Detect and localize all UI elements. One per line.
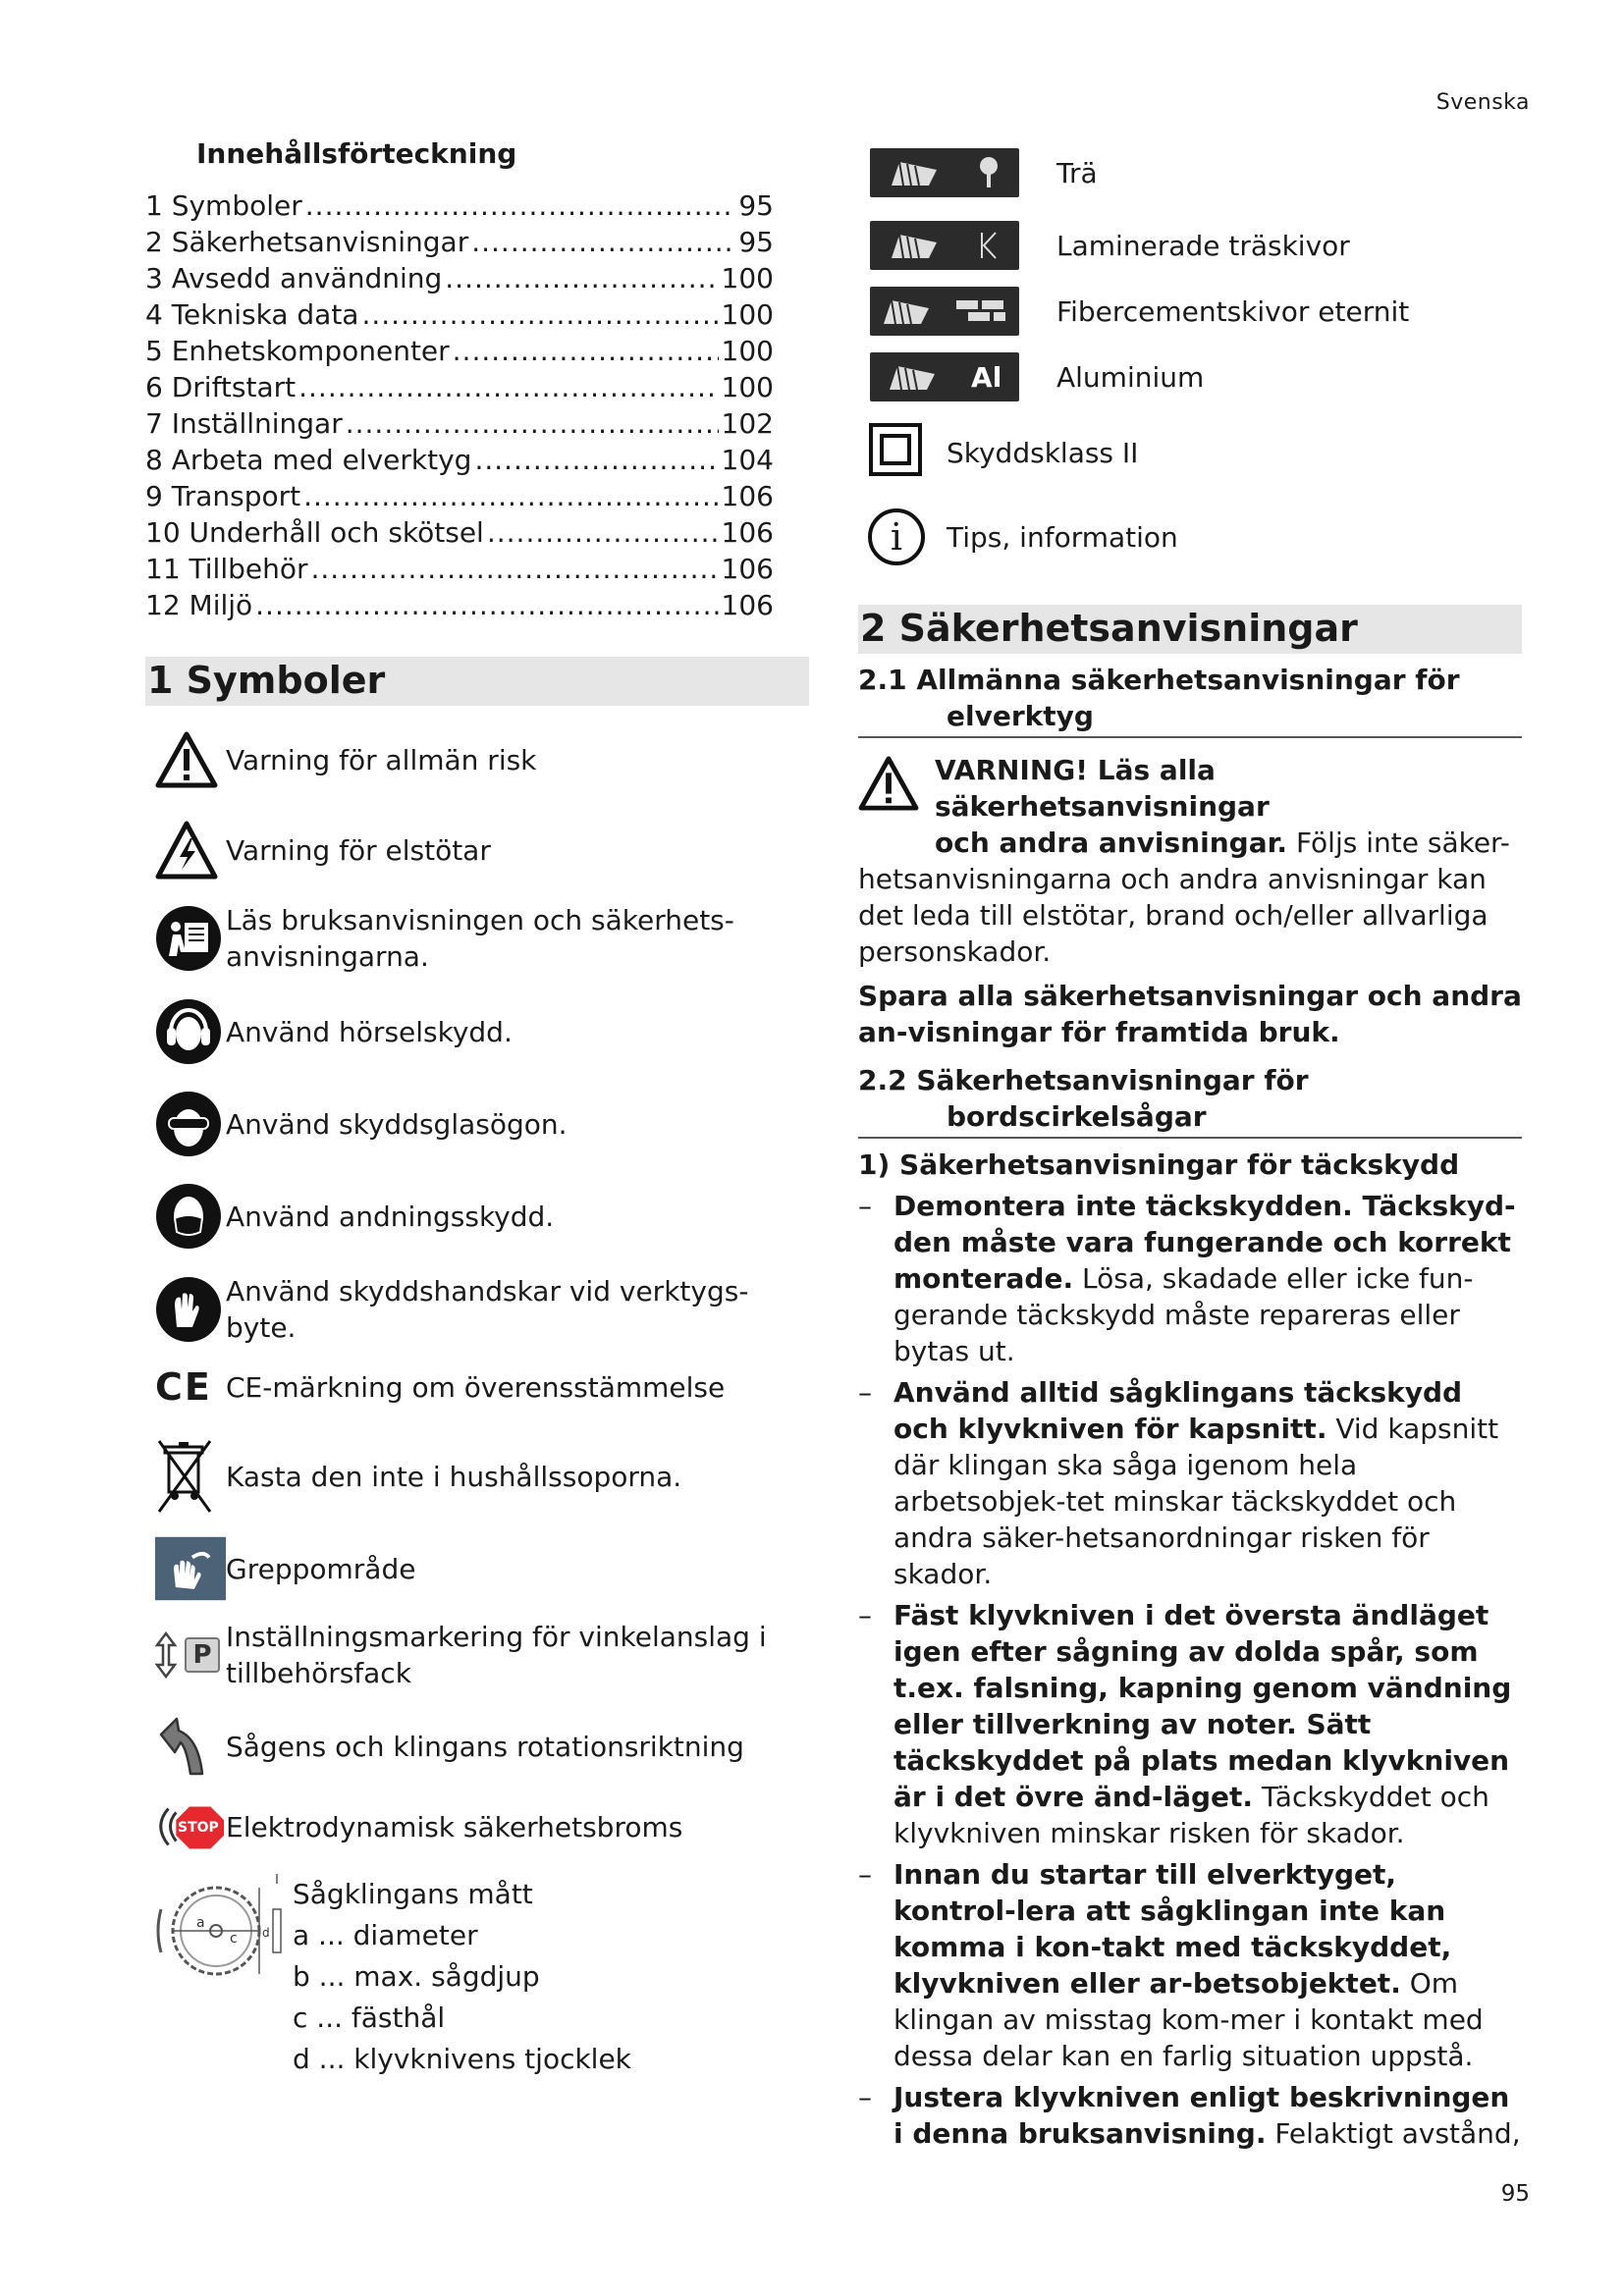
toc-entry-page: 106 [721, 553, 774, 585]
toc-entry[interactable] [145, 589, 774, 625]
subheading-line-2: bordscirkelsågar [947, 1100, 1207, 1133]
gloves-icon [145, 1276, 226, 1343]
toc-leader-dots [474, 444, 718, 476]
ce-mark-text: CE [155, 1364, 212, 1409]
symbol-item [858, 503, 1526, 571]
toc-entry-label: 11 Tillbehör [145, 553, 308, 585]
bullet-bold: Fäst klyvkniven i det översta ändläget igen efter sågning av dolda spår, som t.ex. falsning, kapning genom vändning eller tillverkning av noter. Sätt täckskyddet på plats medan klyvkniven är i det övre änd-läget. [893, 1599, 1512, 1813]
toc-entry[interactable] [145, 480, 774, 516]
aluminium-icon [870, 352, 1019, 401]
subheading-line-1: 2.1 Allmänna säkerhetsanvisningar för [858, 664, 1460, 696]
symbol-text: Skyddsklass II [947, 436, 1139, 469]
bullet-bold: Justera klyvkniven enligt beskrivningen i denna bruksanvisning. [893, 2081, 1510, 2150]
warning-block [858, 752, 1526, 861]
symbol-text: CE-märkning om överensstämmelse [226, 1370, 726, 1404]
toc-entry[interactable] [145, 371, 774, 407]
bullet-bold: Använd alltid sågklingans täckskydd och klyvkniven för kapsnitt. [893, 1376, 1463, 1445]
toc-entry[interactable] [145, 226, 774, 262]
symbol-item [145, 729, 805, 790]
toc-entry-page: 100 [721, 371, 774, 403]
toc-leader-dots [453, 335, 719, 367]
subsection-heading-guards: 1) Säkerhetsanvisningar för täckskydd [858, 1148, 1460, 1181]
symbol-item [145, 1436, 805, 1517]
toc-entry-page: 106 [721, 589, 774, 621]
bullet-text: Lösa, skadade eller icke fun-gerande täckskydd måste repareras eller bytas ut. [893, 1262, 1474, 1367]
bullet-body [886, 1374, 1522, 1592]
bullet-text: Vid kapsnitt där klingan ska såga igenom hela arbetsobjek-tet minskar täckskyddet och andra säker-hetsanordningar risken för skador. [893, 1413, 1499, 1590]
symbol-text: Använd skyddshandskar vid verktygs-byte. [226, 1275, 749, 1344]
section-heading-safety: 2 Säkerhetsanvisningar [858, 605, 1522, 654]
read-manual-icon [145, 905, 226, 972]
toc-entry-label: 7 Inställningar [145, 407, 343, 440]
blade-line-c: c ... fästhål [293, 2002, 446, 2034]
bullet-dash: – [858, 1599, 872, 1631]
safety-bullet [858, 1188, 1522, 1369]
bullet-text: Täckskyddet och klyvkniven minskar risken för skador. [893, 1781, 1489, 1849]
material-item [858, 287, 1526, 336]
toc-entry[interactable] [145, 516, 774, 553]
symbol-text: Sågens och klingans rotationsriktning [226, 1730, 744, 1763]
warning-lead [935, 752, 1522, 861]
symbol-item [145, 1534, 805, 1603]
blade-line-b: b ... max. sågdjup [293, 1960, 540, 1993]
symbol-text: Kasta den inte i hushållssoporna. [226, 1460, 682, 1493]
material-item [858, 145, 1526, 200]
symbol-text: Varning för elstötar [226, 833, 491, 867]
symbol-text: Läs bruksanvisningen och säkerhets-anvisningarna. [226, 904, 734, 973]
info-icon [858, 508, 947, 565]
toc-leader-dots [445, 262, 718, 294]
material-item [858, 218, 1526, 273]
toc-entry[interactable] [145, 189, 774, 226]
toc-entry-page: 95 [738, 226, 774, 258]
aluminium-badge-text: Al [971, 360, 1002, 394]
safety-glasses-icon [145, 1091, 226, 1157]
bullet-dash: – [858, 2081, 872, 2113]
safety-bullet [858, 2079, 1522, 2152]
toc-entry-label: 5 Enhetskomponenter [145, 335, 450, 367]
toc-entry[interactable] [145, 335, 774, 371]
subsection-heading-general [858, 662, 1522, 738]
bullet-dash: – [858, 1190, 872, 1222]
right-column [858, 145, 1526, 2152]
fiber-cement-icon [870, 287, 1019, 336]
symbol-text: Använd skyddsglasögon. [226, 1107, 568, 1141]
symbol-text: Tips, information [947, 520, 1178, 554]
blade-line-a: a ... diameter [293, 1919, 478, 1951]
protection-class-2-icon [858, 422, 947, 484]
symbol-text: Använd andningsskydd. [226, 1200, 555, 1233]
warning-body: hetsanvisningarna och andra anvisningar kan det leda till elstötar, brand och/eller allvarliga personskador. [858, 863, 1489, 968]
toc-entry-label: 3 Avsedd användning [145, 262, 443, 294]
symbol-item [858, 418, 1526, 487]
toc-entry[interactable] [145, 407, 774, 444]
symbol-list [145, 729, 805, 1856]
material-text: Aluminium [1056, 360, 1205, 394]
bullet-text: Felaktigt avstånd, [1266, 2117, 1521, 2150]
blade-title: Sågklingans mått [293, 1878, 533, 1910]
toc-leader-dots [487, 516, 719, 549]
wood-icon [870, 148, 1019, 197]
toc-entry-page: 102 [721, 407, 774, 440]
toc-title: Innehållsförteckning [196, 137, 517, 170]
symbol-text: Använd hörselskydd. [226, 1015, 513, 1048]
material-item [858, 351, 1526, 402]
symbol-item [145, 1713, 805, 1780]
symbol-item [145, 1619, 805, 1691]
symbol-text: Varning för allmän risk [226, 743, 537, 776]
toc-leader-dots [471, 226, 735, 258]
blade-dimension-lines [293, 1870, 631, 2080]
symbol-item [145, 996, 805, 1067]
info-glyph: i [868, 508, 925, 565]
rotation-arrow-icon [145, 1713, 226, 1780]
p-box: P [185, 1637, 220, 1673]
warning-triangle-icon [145, 731, 226, 788]
toc-entry-page: 106 [721, 516, 774, 549]
symbol-text: Greppområde [226, 1552, 416, 1585]
toc-entry-label: 6 Driftstart [145, 371, 297, 403]
toc-entry-page: 100 [721, 335, 774, 367]
page-number: 95 [1500, 2181, 1530, 2207]
blade-dimensions [145, 1870, 805, 2080]
toc-entry-label: 9 Transport [145, 480, 301, 512]
symbol-item [145, 1797, 805, 1856]
bullet-bold: Demontera inte täckskydden. Täckskyd-den måste vara fungerande och korrekt monterade. [893, 1190, 1516, 1295]
toc-leader-dots [255, 589, 718, 621]
bullet-body [886, 1188, 1522, 1369]
section-heading-symbols: 1 Symboler [145, 657, 809, 706]
table-of-contents [145, 189, 805, 625]
ce-mark-icon [145, 1364, 226, 1409]
bullet-dash: – [858, 1858, 872, 1891]
bullet-body [886, 2079, 1522, 2152]
symbol-item [145, 1273, 805, 1346]
blade-mark-c: c [230, 1931, 238, 1947]
toc-entry-label: 2 Säkerhetsanvisningar [145, 226, 469, 258]
grip-area-icon [145, 1535, 226, 1602]
warning-bold-2: och andra anvisningar. [935, 827, 1288, 859]
brake-icon [145, 1802, 226, 1851]
safety-bullet [858, 1597, 1522, 1851]
safety-bullets [858, 1188, 1526, 2152]
toc-entry-label: 8 Arbeta med elverktyg [145, 444, 472, 476]
warning-triangle-icon [858, 752, 935, 861]
toc-leader-dots [361, 298, 718, 331]
stop-text: STOP [178, 1819, 219, 1836]
ear-protection-icon [145, 998, 226, 1065]
material-text: Trä [1056, 156, 1098, 189]
toc-leader-dots [305, 189, 736, 222]
blade-mark-a: a [196, 1915, 205, 1931]
bullet-text: Om klingan av misstag kom-mer i kontakt med dessa delar kan en farlig situation uppstå. [893, 1967, 1484, 2072]
symbol-text: Elektrodynamisk säkerhetsbroms [226, 1810, 683, 1843]
toc-entry[interactable] [145, 444, 774, 480]
subsection-heading-table-saws [858, 1062, 1522, 1139]
keep-instructions: Spara alla säkerhetsanvisningar och andra an-visningar för framtida bruk. [858, 980, 1522, 1048]
setting-mark-icon [145, 1631, 226, 1679]
symbol-item [145, 1362, 805, 1413]
symbol-item [145, 820, 805, 881]
crossed-bin-icon [145, 1437, 226, 1516]
symbol-item [145, 1089, 805, 1159]
material-text: Fibercementskivor eternit [1056, 294, 1410, 328]
toc-entry-label: 1 Symboler [145, 189, 302, 222]
toc-entry-label: 12 Miljö [145, 589, 253, 621]
blade-line-d: d ... klyvknivens tjocklek [293, 2043, 631, 2075]
bullet-dash: – [858, 1376, 872, 1409]
electric-shock-icon [145, 821, 226, 880]
warning-rest: Följs inte säker- [1287, 827, 1510, 859]
material-text: Laminerade träskivor [1056, 229, 1350, 262]
blade-mark-d: d [262, 1926, 270, 1940]
bullet-bold: Innan du startar till elverktyget, kontrol-lera att sågklingan inte kan komma i kon-takt med täckskyddet, klyvkniven eller ar-betsobjektet. [893, 1858, 1452, 2000]
toc-entry-page: 104 [721, 444, 774, 476]
left-column [145, 137, 805, 2080]
subheading-line-2: elverktyg [947, 700, 1094, 732]
bullet-body [886, 1856, 1522, 2074]
toc-entry-page: 100 [721, 262, 774, 294]
toc-entry-page: 100 [721, 298, 774, 331]
toc-entry[interactable] [145, 553, 774, 589]
toc-entry[interactable] [145, 262, 774, 298]
safety-bullet [858, 1856, 1522, 2074]
symbol-item [145, 1181, 805, 1252]
safety-bullet [858, 1374, 1522, 1592]
toc-leader-dots [311, 553, 719, 585]
toc-entry-page: 106 [721, 480, 774, 512]
symbol-item [145, 902, 805, 975]
toc-leader-dots [346, 407, 719, 440]
respirator-icon [145, 1183, 226, 1250]
toc-entry-page: 95 [738, 189, 774, 222]
toc-entry[interactable] [145, 298, 774, 335]
warning-bold-1: VARNING! Läs alla säkerhetsanvisningar [935, 754, 1270, 823]
toc-entry-label: 10 Underhåll och skötsel [145, 516, 484, 549]
saw-blade-dimensions-icon [145, 1870, 293, 2080]
subheading-line-1: 2.2 Säkerhetsanvisningar för [858, 1064, 1309, 1096]
toc-leader-dots [298, 371, 718, 403]
toc-leader-dots [303, 480, 718, 512]
toc-entry-label: 4 Tekniska data [145, 298, 359, 331]
bullet-body [886, 1597, 1522, 1851]
laminate-icon [870, 221, 1019, 270]
language-label: Svenska [1435, 90, 1530, 115]
symbol-text: Inställningsmarkering för vinkelanslag i tillbehörsfack [226, 1621, 767, 1689]
